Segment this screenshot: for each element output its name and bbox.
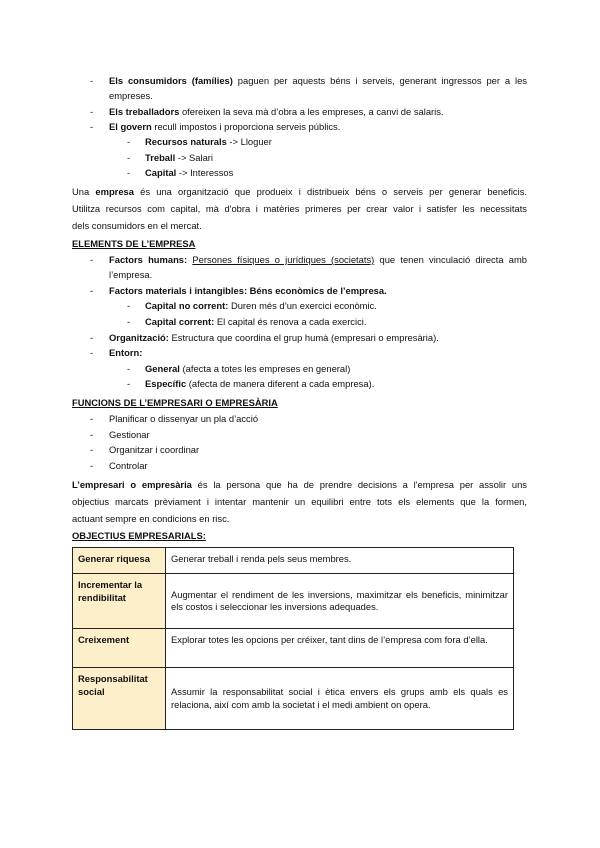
bullet-dash: - [127,167,131,178]
list-item-consumidors: Els consumidors (famílies) paguen per aquests béns i serveis, generant ingressos per a les [109,75,527,86]
bullet-dash: - [127,300,131,311]
empresa-def-line1: Una empresa és una organització que produeix i distribueix béns o serveis per generar beneficis. [72,186,527,197]
entorn-general: General (afecta a totes les empreses en general) [145,363,351,374]
table-value-cell: Explorar totes les opcions per créixer, tant dins de l’empresa com fora d’ella. [166,629,514,668]
sub-item-recursos: Recursos naturals -> Lloguer [145,136,272,147]
bullet-dash: - [90,347,94,358]
objectius-table [72,547,514,730]
elements-heading: ELEMENTS DE L’EMPRESA [72,238,196,249]
bullet-dash: - [90,254,94,265]
capital-no-corrent: Capital no corrent: Duren més d’un exercici econòmic. [145,300,377,311]
entorn: Entorn: [109,347,143,358]
list-item-consumidors-cont: empreses. [109,90,153,101]
bullet-dash: - [90,460,94,471]
organitzacio: Organització: Estructura que coordina el grup humà (empresari o empresària). [109,332,439,343]
list-item-govern: El govern recull impostos i proporciona serveis públics. [109,121,341,132]
table-value-cell: Generar treball i renda pels seus membres. [166,548,514,574]
bullet-dash: - [90,444,94,455]
table-row [73,574,514,629]
empresari-def-line1: L’empresari o empresària és la persona que ha de prendre decisions a l'empresa per assolir uns [72,479,527,490]
table-value-cell: Assumir la responsabilitat social i ètica envers els grups amb els quals es relaciona, així com amb la societat i el medi ambient on opera. [166,668,514,730]
table-value-cell: Augmentar el rendiment de les inversions, maximitzar els beneficis, minimitzar els costos i seleccionar les inversions adequades. [166,574,514,629]
bullet-dash: - [90,332,94,343]
bullet-dash: - [90,413,94,424]
bullet-dash: - [127,363,131,374]
bullet-dash: - [127,152,131,163]
empresa-def-line2: Utilitza recursos com capital, mà d'obra i matèries primeres per crear valor i satisfer les necessitats [72,203,527,214]
table-row [73,629,514,668]
table-label-cell: Generar riquesa [73,548,166,574]
bullet-dash: - [90,75,94,86]
bullet-dash: - [90,121,94,132]
empresari-def-line2: objectius marcats prèviament i intentar mantenir un equilibri entre tots els elements que la formen, [72,496,527,507]
funcio-item: Controlar [109,460,148,471]
factors-humans: Factors humans: Persones físiques o jurídiques (societats) que tenen vinculació directa amb [109,254,527,265]
funcio-item: Planificar o dissenyar un pla d’acció [109,413,259,424]
bullet-dash: - [90,106,94,117]
table-label-cell: Incrementar la rendibilitat [73,574,166,629]
bullet-dash: - [127,136,131,147]
sub-item-capital: Capital -> Interessos [145,167,234,178]
bullet-dash: - [90,429,94,440]
funcio-item: Gestionar [109,429,150,440]
bullet-dash: - [127,378,131,389]
bullet-dash: - [127,316,131,327]
funcio-item: Organitzar i coordinar [109,444,200,455]
objectius-heading: OBJECTIUS EMPRESARIALS: [72,530,206,541]
table-row [73,548,514,574]
sub-item-treball: Treball -> Salari [145,152,214,163]
factors-materials: Factors materials i intangibles: Béns econòmics de l’empresa. [109,285,387,296]
capital-corrent: Capital corrent: El capital és renova a cada exercici. [145,316,367,327]
table-label-cell: Responsabilitat social [73,668,166,730]
entorn-especific: Específic (afecta de manera diferent a cada empresa). [145,378,375,389]
bullet-dash: - [90,285,94,296]
empresari-def-line3: actuant sempre en condicions en risc. [72,513,230,524]
list-item-treballadors: Els treballadors ofereixen la seva mà d’obra a les empreses, a canvi de salaris. [109,106,444,117]
factors-humans-cont: l’empresa. [109,269,153,280]
table-row [73,668,514,730]
funcions-heading: FUNCIONS DE L’EMPRESARI O EMPRESÀRIA [72,397,278,408]
empresa-def-line3: dels consumidors en el mercat. [72,220,202,231]
table-label-cell: Creixement [73,629,166,668]
